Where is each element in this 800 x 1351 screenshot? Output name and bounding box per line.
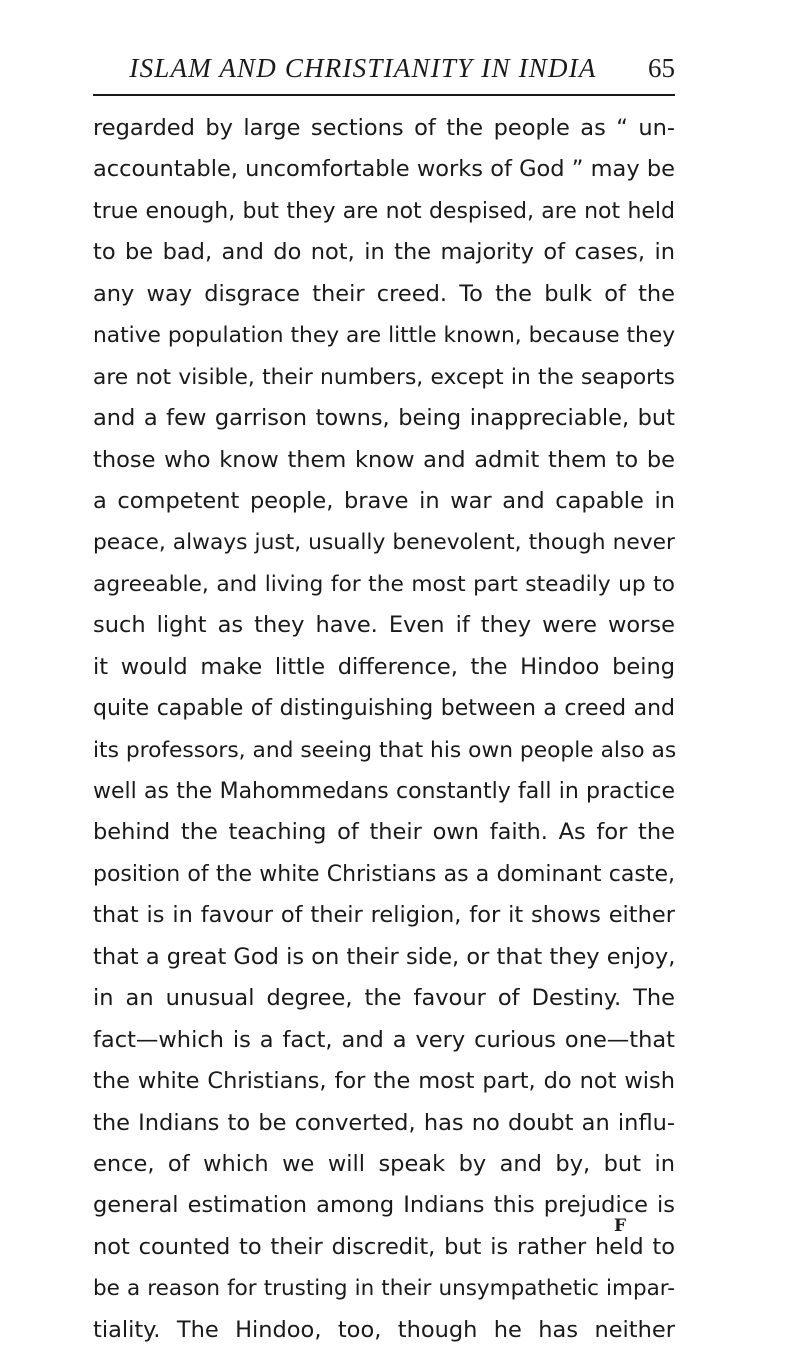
text-line: quite capable of distinguishing between a creed and (93, 696, 675, 722)
text-line: true enough, but they are not despised, are not held (93, 198, 675, 224)
text-line: well as the Mahommedans constantly fall in practice (93, 779, 675, 804)
text-line: and a few garrison towns, being inappreciable, but (93, 405, 675, 432)
text-line: fact—which is a fact, and a very curious one—that (93, 1026, 675, 1053)
text-line: that a great God is on their side, or that they enjoy, (93, 943, 676, 970)
text-line: the white Christians, for the most part, do not wish (93, 1068, 675, 1095)
text-line: such light as they have. Even if they were worse (93, 612, 675, 639)
text-line: position of the white Christians as a dominant caste, (93, 861, 675, 887)
running-title: ISLAM AND CHRISTIANITY IN INDIA (129, 53, 597, 83)
text-line: agreeable, and living for the most part steadily up to (93, 571, 675, 597)
text-line: a competent people, brave in war and capable in (93, 487, 675, 514)
page-number: 65 (648, 53, 675, 83)
signature-mark: F (613, 1216, 627, 1236)
text-line: behind the teaching of their own faith. As for the (93, 819, 675, 846)
text-line: be a reason for trusting in their unsympathetic impar- (93, 1276, 675, 1302)
text-line: its professors, and seeing that his own people also as (93, 737, 677, 763)
text-line: to be bad, and do not, in the majority of cases, in (93, 239, 675, 266)
text-line: peace, always just, usually benevolent, though never (93, 530, 675, 556)
text-line: regarded by large sections of the people as “ un- (93, 115, 675, 141)
body-text (93, 108, 675, 1351)
text-line: native population they are little known, because they (93, 323, 676, 349)
text-line: any way disgrace their creed. To the bulk of the (93, 280, 675, 307)
text-line: ence, of which we will speak by and by, but in (93, 1150, 675, 1177)
text-line: accountable, uncomfortable works of God ” may be (93, 156, 675, 183)
text-line: in an unusual degree, the favour of Destiny. The (93, 985, 675, 1012)
text-line: the Indians to be converted, has no doubt an influ- (93, 1109, 675, 1136)
text-line: those who know them know and admit them to be (93, 446, 675, 473)
text-line: general estimation among Indians this prejudice is (93, 1192, 675, 1219)
text-line: tiality. The Hindoo, too, though he has neither (93, 1316, 675, 1343)
text-line: not counted to their discredit, but is rather held to (93, 1233, 675, 1260)
text-line: that is in favour of their religion, for it shows either (93, 902, 675, 929)
text-line: are not visible, their numbers, except in the seaports (93, 364, 675, 390)
text-line: it would make little difference, the Hindoo being (93, 653, 675, 680)
running-header (93, 48, 675, 96)
